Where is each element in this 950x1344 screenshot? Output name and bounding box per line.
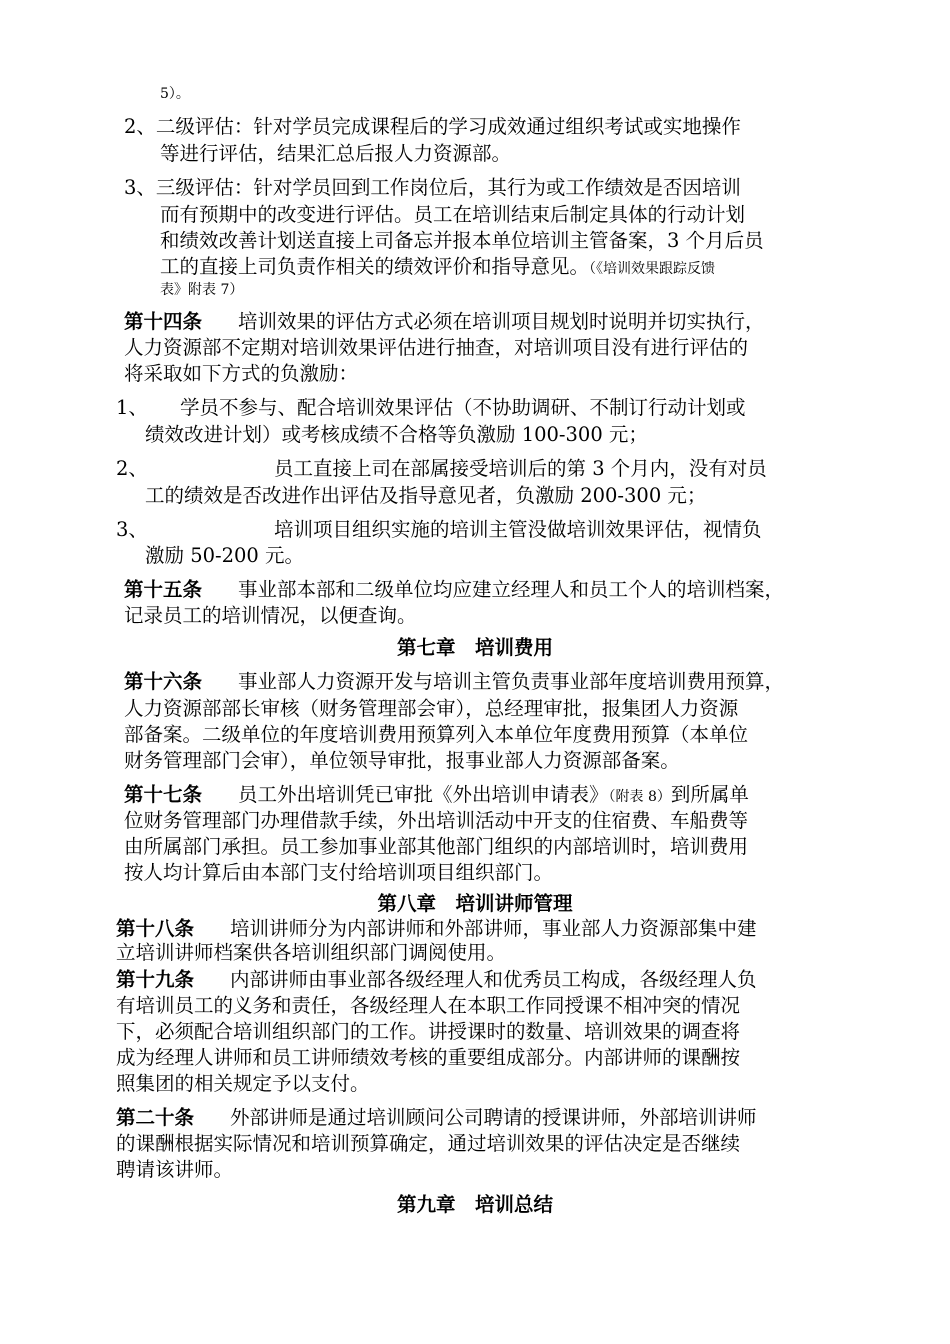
text-line: 绩效改进计划）或考核成绩不合格等负激励 100-300 元； [145, 423, 648, 446]
list-item-number: 3、 [116, 518, 148, 541]
text-line: 部备案。二级单位的年度培训费用预算列入本单位年度费用预算（本单位 [124, 723, 749, 746]
chapter-heading: 第九章 培训总结 [396, 1193, 553, 1216]
text-line: 表》附表 7） [160, 282, 244, 298]
text-line: 成为经理人讲师和员工讲师绩效考核的重要组成部分。内部讲师的课酬按 [116, 1046, 741, 1069]
article-16 [124, 670, 784, 694]
text-line: 培训项目组织实施的培训主管没做培训效果评估，视情负 [274, 518, 762, 541]
article-18 [116, 917, 757, 941]
text-line: 照集团的相关规定予以支付。 [116, 1072, 370, 1095]
text-segment: 工的直接上司负责作相关的绩效评价和指导意见。 [160, 255, 590, 278]
article-label: 第十七条 [124, 783, 203, 806]
text-line: 5）。 [160, 86, 190, 102]
article-label: 第二十条 [116, 1106, 195, 1129]
text-line: 等进行评估，结果汇总后报人力资源部。 [160, 142, 512, 165]
article-label: 第十六条 [124, 670, 203, 693]
chapter-heading: 第八章 培训讲师管理 [377, 892, 573, 915]
text-line: 有培训员工的义务和责任，各级经理人在本职工作同授课不相冲突的情况 [116, 994, 741, 1017]
text-line: 而有预期中的改变进行评估。员工在培训结束后制定具体的行动计划 [160, 203, 746, 226]
text-line: 位财务管理部门办理借款手续，外出培训活动中开支的住宿费、车船费等 [124, 809, 749, 832]
text-segment: 事业部本部和二级单位均应建立经理人和员工个人的培训档案， [238, 578, 785, 601]
list-item-number: 2、 [116, 457, 148, 480]
text-line: 员工直接上司在部属接受培训后的第 3 个月内，没有对员 [274, 457, 767, 480]
text-segment: 内部讲师由事业部各级经理人和优秀员工构成，各级经理人负 [230, 968, 757, 991]
list-item-number: 1、 [116, 396, 148, 419]
text-line: 激励 50-200 元。 [145, 544, 305, 567]
text-segment: 培训效果的评估方式必须在培训项目规划时说明并切实执行， [238, 310, 765, 333]
text-line: 立培训讲师档案供各培训组织部门调阅使用。 [116, 941, 507, 964]
article-19 [116, 968, 757, 992]
text-line: 人力资源部不定期对培训效果评估进行抽查，对培训项目没有进行评估的 [124, 336, 749, 359]
text-line: 的课酬根据实际情况和培训预算确定，通过培训效果的评估决定是否继续 [116, 1132, 741, 1155]
text-segment: 外部讲师是通过培训顾问公司聘请的授课讲师，外部培训讲师 [230, 1106, 757, 1129]
article-20 [116, 1106, 757, 1130]
annotation-text: （附表 8） [608, 789, 671, 805]
text-segment: 事业部人力资源开发与培训主管负责事业部年度培训费用预算， [238, 670, 785, 693]
annotation-text: （《培训效果跟踪反馈 [589, 261, 716, 277]
article-14 [124, 310, 765, 334]
text-line: 3、三级评估：针对学员回到工作岗位后，其行为或工作绩效是否因培训 [124, 176, 741, 199]
article-label: 第十九条 [116, 968, 195, 991]
text-line: 财务管理部门会审），单位领导审批，报事业部人力资源部备案。 [124, 749, 680, 772]
text-line: 人力资源部部长审核（财务管理部会审），总经理审批，报集团人力资源 [124, 697, 739, 720]
article-label: 第十五条 [124, 578, 203, 601]
text-segment: 员工外出培训凭已审批《外出培训申请表》 [238, 783, 609, 806]
text-line: 2、二级评估：针对学员完成课程后的学习成效通过组织考试或实地操作 [124, 115, 741, 138]
text-line: 记录员工的培训情况，以便查询。 [124, 604, 417, 627]
article-17 [124, 783, 749, 809]
article-15 [124, 578, 784, 602]
article-label: 第十四条 [124, 310, 203, 333]
article-label: 第十八条 [116, 917, 195, 940]
text-line: 工的绩效是否改进作出评估及指导意见者，负激励 200-300 元； [145, 484, 707, 507]
text-segment: 培训讲师分为内部讲师和外部讲师，事业部人力资源部集中建 [230, 917, 757, 940]
text-segment: 到所属单 [670, 783, 749, 806]
text-line: 下，必须配合培训组织部门的工作。讲授课时的数量、培训效果的调查将 [116, 1020, 741, 1043]
text-line: 学员不参与、配合培训效果评估（不协助调研、不制订行动计划或 [180, 396, 746, 419]
text-line: 和绩效改善计划送直接上司备忘并报本单位培训主管备案，3 个月后员 [160, 229, 764, 252]
text-line: 由所属部门承担。员工参加事业部其他部门组织的内部培训时，培训费用 [124, 835, 749, 858]
text-line: 将采取如下方式的负激励： [124, 362, 359, 385]
text-line: 聘请该讲师。 [116, 1158, 234, 1181]
chapter-heading: 第七章 培训费用 [396, 636, 553, 659]
text-line: 按人均计算后由本部门支付给培训项目组织部门。 [124, 861, 554, 884]
